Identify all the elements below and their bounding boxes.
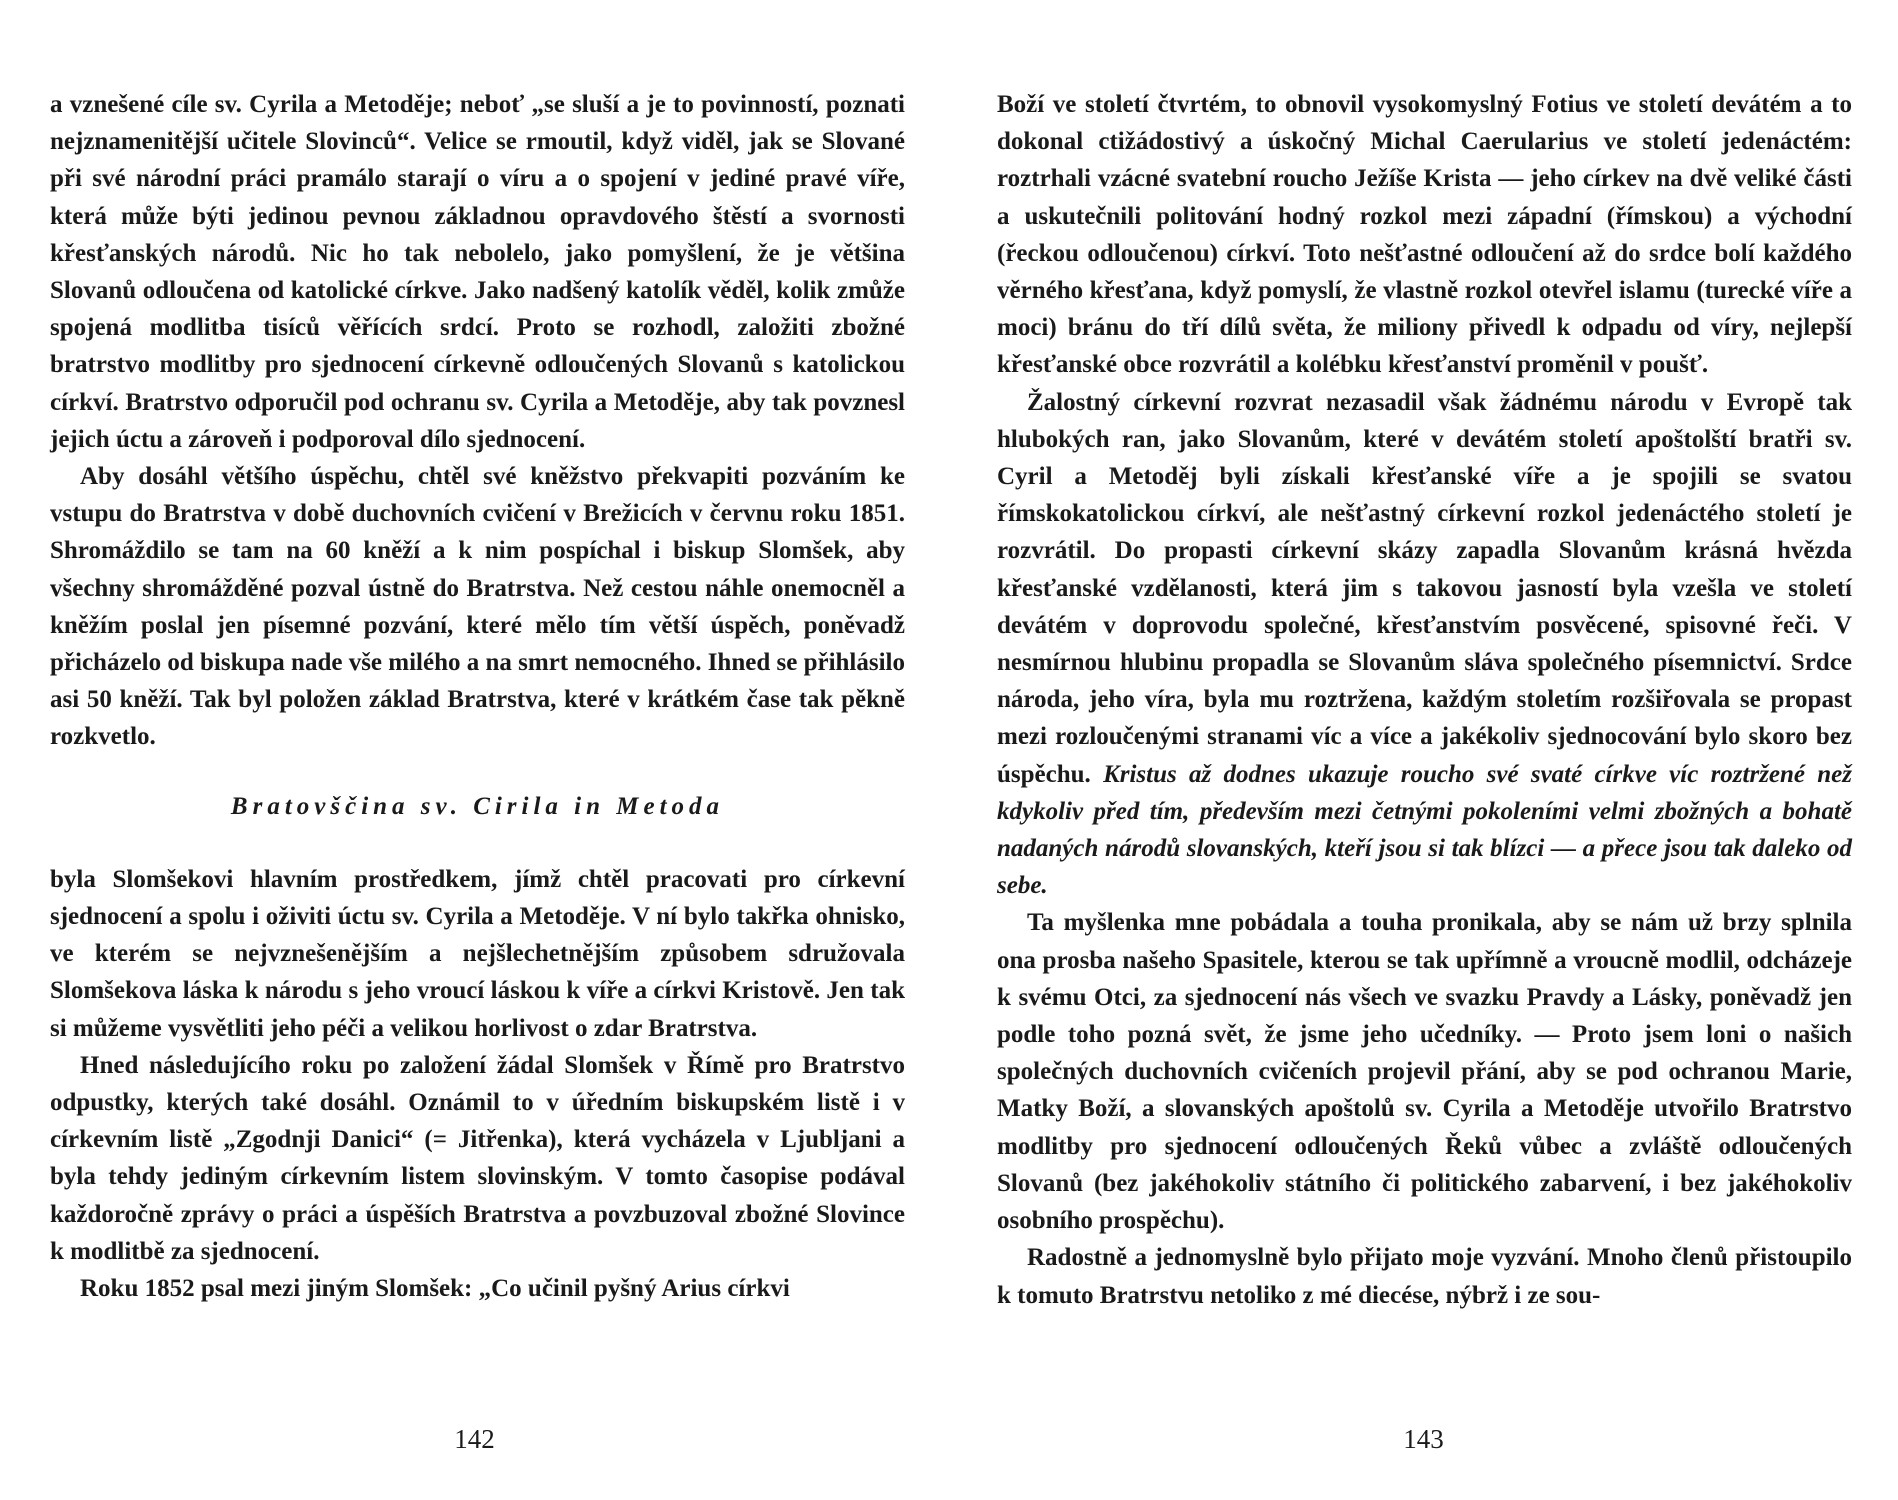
page-number: 142 (454, 1424, 495, 1454)
paragraph: byla Slomšekovi hlavním prostředkem, jímž chtěl pracovati pro církevní sjednocení a spolu i oživiti úctu sv. Cyrila a Metoděje. V ní bylo takřka ohnisko, ve kterém se nejvznešenějším a nejšlechetnějším způsobem sdružovala Slomšekova láska k národu s jeho vroucí láskou k víře a církvi Kristově. Jen tak si můžeme vysvětliti jeho péči a velikou horlivost o zdar Bratrstva. (50, 865, 905, 1042)
left-text-column (50, 86, 905, 1307)
paragraph: Boží ve století čtvrtém, to obnovil vysokomyslný Fotius ve století devátém a to dokonal ctižádostivý a úskočný Michal Caerularius ve století jedenáctém: roztrhali vzácné svatební roucho Ježíše Krista — jeho církev na dvě veliké části a uskutečnili politování hodný rozkol mezi západní (římskou) a východní (řeckou odloučenou) církví. Toto nešťastné odloučení až do srdce bolí každého věrného křesťana, když pomyslí, že vlastně rozkol otevřel islamu (turecké víře a moci) bránu do tří dílů světa, že miliony přivedl k odpadu od víry, nejlepší křesťanské obce rozvrátil a kolébku křesťanství proměnil v poušť. (997, 91, 1852, 379)
right-page (949, 0, 1898, 1500)
paragraph: Ta myšlenka mne pobádala a touha pronikala, aby se nám už brzy splnila ona prosba našeho Spasitele, kterou se tak upřímně a vroucně modlil, odcházeje k svému Otci, za sjednocení nás všech ve svazku Pravdy a Lásky, poněvadž jen podle toho pozná svět, že jsme jeho učedníky. — Proto jsem loni o našich společných duchovních cvičeních projevil přání, aby se pod ochranou Marie, Matky Boží, a slovanských apoštolů sv. Cyrila a Metoděje utvořilo Bratrstvo modlitby pro sjednocení odloučených Řeků vůbec a zvláště odloučených Slovanů (bez jakéhokoliv státního či politického zabarvení, i bez jakéhokoliv osobního prospěchu). (997, 909, 1852, 1235)
page-number: 143 (1403, 1424, 1444, 1454)
italic-passage: Kristus až dodnes ukazuje roucho své svaté církve víc roztržené než kdykoliv před tím, především mezi četnými pokoleními velmi zbožných a bohatě nadaných národů slovanských, kteří jsou si tak blízci — a přece jsou tak daleko od sebe. (997, 760, 1853, 900)
paragraph: a vznešené cíle sv. Cyrila a Metoděje; neboť „se sluší a je to povinností, poznati nejznamenitější učitele Slovinců“. Velice se rmoutil, když viděl, jak se Slované při své národní práci pramálo starají o víru a o spojení v jediné pravé víře, která může býti jedinou pevnou základnou opravdového štěstí a svornosti křesťanských národů. Nic ho tak nebolelo, jako pomyšlení, že je většina Slovanů odloučena od katolické církve. Jako nadšený katolík věděl, kolik zmůže spojená modlitba tisíců věřících srdcí. Proto se rozhodl, založiti zbožné bratrstvo modlitby pro sjednocení církevně odloučených Slovanů s katolickou církví. Bratrstvo odporučil pod ochranu sv. Cyrila a Metoděje, aby tak povznesl jejich úctu a zároveň i podporoval dílo sjednocení. (50, 91, 905, 453)
section-heading: Bratovščina sv. Cirila in Metoda (230, 792, 725, 820)
paragraph: Hned následujícího roku po založení žádal Slomšek v Římě pro Bratrstvo odpustky, kterých také dosáhl. Oznámil to v úředním biskupském listě i v církevním listě „Zgodnji Danici“ (= Jitřenka), která vycházela v Ljubljani a byla tehdy jediným církevním listem slovinským. V tomto časopise podával každoročně zprávy o práci a úspěších Bratrstva a povzbuzoval zbožné Slovince k modlitbě za sjednocení. (50, 1051, 905, 1265)
paragraph (997, 384, 1852, 905)
paragraph-text: Žalostný církevní rozvrat nezasadil však žádnému národu v Evropě tak hlubokých ran, jako Slovanům, které v devátém století apoštolští bratři sv. Cyril a Metoděj byli získali křesťanské víře a je spojili se svatou římskokatolickou církví, ale nešťastný církevní rozkol jedenáctého století je rozvrátil. Do propasti církevní skázy zapadla Slovanům krásná hvězda křesťanské vzdělanosti, která jim s takovou jasností byla vzešla ve století devátém v doprovodu společné, křesťanstvím posvěcené, spisovné řeči. V nesmírnou hlubinu propadla se Slovanům sláva společného písemnictví. Srdce národa, jeho víra, byla mu roztržena, každým stoletím rozšiřovala se propast mezi rozloučenými stranami víc a více a jakékoliv sjednocování bylo skoro bez úspěchu. (997, 388, 1852, 788)
paragraph: Aby dosáhl většího úspěchu, chtěl své kněžstvo překvapiti pozváním ke vstupu do Bratrstva v době duchovních cvičení v Brežicích v červnu roku 1851. Shromáždilo se tam na 60 kněží a k nim pospíchal i biskup Slomšek, aby všechny shromážděné pozval ústně do Bratrstva. Než cestou náhle onemocněl a kněžím poslal jen písemné pozvání, které mělo tím větší úspěch, poněvadž přicházelo od biskupa nade vše milého a na smrt nemocného. Ihned se přihlásilo asi 50 kněží. Tak byl položen základ Bratrstva, které v krátkém čase tak pěkně rozkvetlo. (50, 463, 905, 751)
paragraph: Radostně a jednomyslně bylo přijato moje vyzvání. Mnoho členů přistoupilo k tomuto Bratrstvu netoliko z mé diecése, nýbrž i ze sou- (997, 1244, 1852, 1309)
paragraph: Roku 1852 psal mezi jiným Slomšek: „Co učinil pyšný Arius církvi (80, 1275, 790, 1303)
right-text-column (997, 86, 1852, 1314)
